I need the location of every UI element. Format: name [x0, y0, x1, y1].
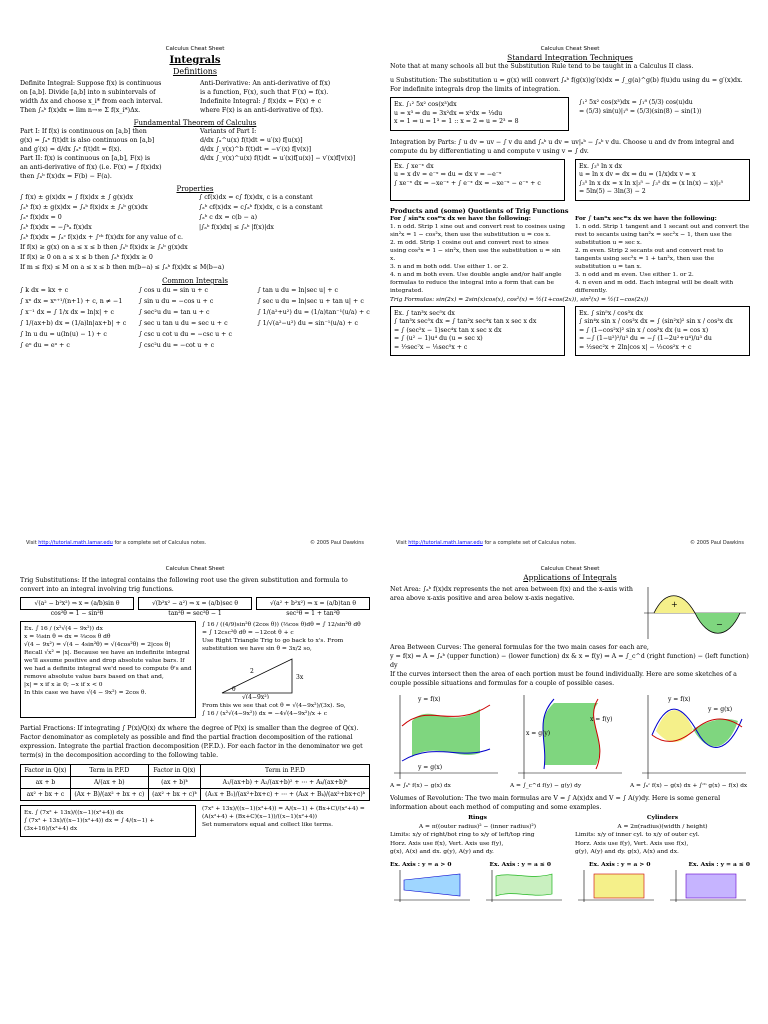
formula: ∫ xⁿ dx = xⁿ⁺¹/(n+1) + c, n ≠ −1: [20, 298, 123, 305]
table-cell: A₁/(ax+b) + A₂/(ax+b)² + ⋯ + Aₖ/(ax+b)ᵏ: [201, 777, 370, 789]
text-line: ∫ 16 / ((4/9)sin²θ (2cos θ)) (⅔cos θ)dθ = ∫ 12/sin²θ dθ: [202, 622, 361, 628]
formula: ∫ csc²u du = −cot u + c: [138, 342, 215, 349]
trig-sub-case: [20, 597, 134, 617]
formula: ∫ sec²u du = tan u + c: [138, 309, 210, 316]
partial-fractions-table: [20, 764, 370, 801]
text-line: then ∫ₐᵇ f(x)dx = F(b) − F(a).: [20, 173, 112, 180]
page-footer: [26, 540, 364, 546]
text-line: Anti-Derivative: An anti-derivative of f(x): [200, 80, 331, 87]
example-left: [20, 805, 196, 837]
text-line: Horz. Axis use f(x), Vert. Axis use f(y),: [390, 840, 504, 847]
example-ibp-2: [575, 159, 750, 201]
formula: [257, 329, 370, 340]
text-line: d/dx ∫_v(x)^b f(t)dt = −v′(x) f[v(x)]: [200, 146, 312, 153]
table-row: [21, 777, 370, 789]
example-u-sub: [390, 97, 569, 131]
text-line: = ½sec²x + 2ln|cos x| − ½cos²x + c: [579, 343, 692, 351]
triangle-hyp-label: 2: [250, 668, 254, 675]
area-region-1: [656, 710, 693, 742]
curve-f-label: x = f(y): [590, 716, 613, 723]
common-integrals-grid: [20, 285, 370, 351]
text-line: u = x dv = e⁻ˣ ⇒ du = dx v = −e⁻ˣ: [394, 171, 502, 178]
text-line: = (5/3) sin(u)|₁⁸ = (5/3)(sin(8) − sin(1)): [579, 108, 702, 115]
text-line: 1. n odd. Strip 1 sine out and convert rest to cosines using sin²x = 1 − cos²x, then use the substitution u = cos x.: [390, 223, 565, 238]
text-line: ∫ₐᵇ f(x)dx = ∫ₐᶜ f(x)dx + ∫ᶜᵇ f(x)dx for any value of c.: [20, 234, 184, 241]
text-line: Ex. ∫ (7x² + 13x)/((x−1)(x²+4)) dx: [24, 810, 124, 816]
formula: ∫ 1/√(a²−u²) du = sin⁻¹(u/a) + c: [257, 320, 358, 327]
right-triangle-diagram: [202, 653, 322, 699]
footer-text: for a complete set of Calculus notes.: [114, 540, 207, 546]
text-line: ∫ sin⁴x sin x / cos³x dx = ∫ (sin²x)² sin x / cos³x dx: [579, 318, 733, 325]
copyright: © 2005 Paul Dawkins: [310, 540, 364, 546]
formula: ∫ ln u du = u(ln(u) − 1) + c: [20, 331, 107, 338]
text-line: Ex. ∫₃⁵ ln x dx: [579, 162, 622, 170]
rings-title: Rings: [468, 814, 487, 821]
axis-examples: [390, 861, 750, 868]
triangle-base-label: √(4−9x²): [242, 694, 269, 699]
footer-link[interactable]: http://tutorial.math.lamar.edu: [408, 540, 483, 546]
text-line: ∫ (7x² + 13x)/((x−1)(x²+4)) dx = ∫ 4/(x−1) + (3x+16)/(x²+4) dx: [24, 818, 155, 832]
text-line: For ∫ tanⁿx secᵐx dx we have the following:: [575, 214, 717, 222]
root-expr: √(b²x² − a²): [151, 600, 188, 607]
formula: ∫ tan u du = ln|sec u| + c: [257, 287, 339, 294]
area-graph-formulas: [390, 783, 750, 789]
text-line: x = ⅔sin θ ⇒ dx = ⅔cos θ dθ: [24, 634, 111, 640]
text-line: an anti-derivative of f(x) (i.e. F(x) = ∫ f(x)dx): [20, 164, 162, 171]
common-integrals-title: Common Integrals: [162, 277, 228, 285]
substitution: ⇒ x = (a/b)tan θ: [307, 600, 356, 607]
text-line: = ∫ (1−cos²x)² sin x / cos³x dx (u = cos x): [579, 326, 709, 334]
text-line: Limits: x/y of right/bot ring to x/y of left/top ring: [390, 832, 535, 838]
text-line: √(4 − 9x²) = √(4 − 4sin²θ) = √(4cos²θ) = 2|cos θ|: [24, 642, 171, 648]
trig-sub-table: [20, 597, 370, 617]
curve-g-label: y = g(x): [418, 764, 443, 771]
text-line: Part II: f(x) is continuous on [a,b], F(x) is: [20, 155, 151, 162]
trig-sub-example: [20, 621, 370, 718]
root-expr: √(a² + b²x²): [270, 600, 306, 607]
formula: ∫ sec u du = ln|sec u + tan u| + c: [257, 298, 364, 305]
table-cell: (ax + b)ᵏ: [148, 777, 200, 789]
definite-integral-definition: [20, 79, 190, 115]
text-line: = ∫ (sec²x − 1)sec⁴x tan x sec x dx: [394, 326, 502, 334]
table-header: Factor in Q(x): [148, 765, 200, 777]
axis-example-label: Ex. Axis : y = a > 0: [390, 860, 452, 868]
rings-formula: A = π((outer radius)² − (inner radius)²): [418, 823, 537, 830]
text-line: Definite Integral: Suppose f(x) is continuous: [20, 80, 162, 87]
curve-f-label: y = f(x): [668, 696, 691, 703]
area-between-note: If the curves intersect then the area of each portion must be found individually. Here are some sketches of a couple possible situations and formulas for a couple of possible cases.: [390, 671, 737, 687]
integration-by-parts-rule: Integration by Parts: ∫ u dv = uv − ∫ v du and ∫ₐᵇ u dv = uv|ₐᵇ − ∫ₐᵇ v du. Choose u and dv from integral and compute du by differentiating u and compute v using v = ∫ dv.: [390, 138, 735, 155]
table-header: Factor in Q(x): [21, 765, 71, 777]
example-sin-cos: [575, 306, 750, 357]
text-line: Variants of Part I:: [200, 128, 257, 135]
ftc-variants: [200, 127, 370, 181]
volume-graphs: [390, 868, 750, 904]
text-line: 3. n and m both odd. Use either 1. or 2.: [390, 263, 509, 270]
formula: ∫ x⁻¹ dx = ∫ 1/x dx = ln|x| + c: [20, 309, 115, 316]
properties-title: Properties: [176, 185, 214, 193]
table-cell: (A₁x + B₁)/(ax²+bx+c) + ⋯ + (Aₖx + Bₖ)/(ax²+bx+c)ᵏ: [201, 789, 370, 801]
text-line: For ∫ sinⁿx cosᵐx dx we have the following:: [390, 214, 531, 222]
volume-graph-4: [666, 868, 750, 904]
curve-g-label: y = g(x): [708, 706, 733, 713]
formula: ∫ sin u du = −cos u + c: [138, 298, 214, 305]
text-line: u = x³ ⇒ du = 3x²dx ⇒ x²dx = ⅓du: [394, 109, 503, 117]
formula: A = ∫_c^d f(y) − g(y) dy: [510, 783, 582, 789]
table-cell: (Ax + B)/(ax² + bx + c): [70, 789, 148, 801]
footer-text: Visit: [26, 540, 37, 546]
minus-label: −: [716, 620, 723, 629]
cylinders-method: [575, 814, 750, 857]
volume-graph-3: [574, 868, 658, 904]
example-tan-sec: [390, 306, 565, 357]
triangle-angle-label: θ: [232, 686, 236, 693]
text-line: width Δx and choose x_i* from each interval.: [20, 98, 163, 105]
identity: cos²θ = 1 − sin²θ: [50, 610, 104, 617]
footer-text: Visit: [396, 540, 407, 546]
text-line: = −∫ (1−u²)²/u³ du = −∫ (1−2u²+u⁴)/u³ du: [579, 335, 712, 342]
text-line: |x| = x if x ≥ 0; −x if x < 0: [24, 682, 103, 688]
example-right: [202, 805, 370, 837]
text-line: x = 1 ⇒ u = 1³ = 1 :: x = 2 ⇒ u = 2³ = 8: [394, 118, 519, 125]
text-line: = ∫ 12csc²θ dθ = −12cot θ + c: [202, 630, 294, 636]
text-line: Ex. ∫ xe⁻ˣ dx: [394, 162, 434, 170]
plus-label: +: [671, 600, 678, 609]
text-line: If f(x) ≥ g(x) on a ≤ x ≤ b then ∫ₐᵇ f(x)dx ≥ ∫ₐᵇ g(x)dx: [20, 244, 188, 251]
text-line: d/dx ∫_v(x)^u(x) f(t)dt = u′(x)f[u(x)] − v′(x)f[v(x)]: [200, 155, 356, 162]
text-line: If f(x) ≥ 0 on a ≤ x ≤ b then ∫ₐᵇ f(x)dx ≥ 0: [20, 254, 153, 261]
text-line: In this case we have √(4 − 9x²) = 2cos θ.: [24, 690, 147, 696]
text-line: Ex. ∫₁² 5x² cos(x³)dx: [394, 101, 457, 108]
table-header: Term in P.F.D: [70, 765, 148, 777]
text-line: ∫ₐᵇ cf(x)dx = c∫ₐᵇ f(x)dx, c is a constant: [199, 204, 323, 211]
page-header: Calculus Cheat Sheet: [165, 46, 225, 52]
area-graphs: [390, 691, 750, 783]
text-line: Part I: If f(x) is continuous on [a,b] then: [20, 128, 147, 135]
formula: ∫ 1/(ax+b) dx = (1/a)ln|ax+b| + c: [20, 320, 127, 327]
table-header-row: [21, 765, 370, 777]
text-line: is a function, F(x), such that F′(x) = f(x).: [200, 89, 329, 96]
section-title: Integrals: [169, 55, 221, 66]
cylinders-title: Cylinders: [646, 814, 679, 821]
example-right: [202, 621, 370, 718]
page-footer: [396, 540, 744, 546]
ftc-parts: [20, 127, 190, 181]
text-line: Use Right Triangle Trig to go back to x's. From substitution we have sin θ = 3x/2 so,: [202, 638, 344, 652]
text-line: Horz. Axis use f(y), Vert. Axis use f(x),: [575, 840, 689, 847]
text-line: and g′(x) = d/dx ∫ₐˣ f(t)dt = f(x).: [20, 146, 122, 153]
area-graph-2: [514, 691, 626, 783]
tan-sec-rules: [575, 215, 750, 295]
text-line: 2. m odd. Strip 1 cosine out and convert rest to sines using cos²x = 1 − sin²x, then use the substitution u = sin x.: [390, 239, 561, 262]
text-line: |∫ₐᵇ f(x)dx| ≤ ∫ₐᵇ |f(x)|dx: [199, 224, 274, 231]
trig-sub-case: [256, 597, 370, 617]
page-integration-techniques: [390, 40, 750, 550]
text-line: 1. n odd. Strip 1 tangent and 1 secant out and convert the rest to secants using tan²x = sec²x − 1, then use the substitution u = sec x.: [575, 223, 749, 246]
text-line: Ex. ∫ sin⁵x / cos³x dx: [579, 309, 644, 317]
page-header: Calculus Cheat Sheet: [540, 46, 600, 52]
axis-example-label: Ex. Axis : y = a ≤ 0: [688, 860, 750, 868]
table-row: [21, 789, 370, 801]
formula: ∫ sec u tan u du = sec u + c: [138, 320, 228, 327]
formula: ∫ 1/(a²+u²) du = (1/a)tan⁻¹(u/a) + c: [257, 309, 370, 316]
partial-fractions-rule: Partial Fractions: If integrating ∫ P(x)/Q(x) dx where the degree of P(x) is smaller than the degree of Q(x). Factor denominator as completely as possible and find the partial fraction decomposition of the rational expression. Integrate the partial fraction decomposition (P.F.D.). For each factor in the denominator we get term(s) in the decomposition according to the following table.: [20, 725, 363, 759]
text-line: Ex. ∫ 16 / (x²√(4 − 9x²)) dx: [24, 626, 103, 632]
sin-cos-rules: [390, 215, 565, 295]
page-header: Calculus Cheat Sheet: [540, 566, 600, 572]
identity: tan²θ = sec²θ − 1: [168, 610, 222, 617]
axis-example-label: Ex. Axis : y = a ≤ 0: [489, 860, 551, 868]
text-line: ∫ f(x) ± g(x)dx = ∫ f(x)dx ± ∫ g(x)dx: [20, 194, 134, 201]
copyright: © 2005 Paul Dawkins: [690, 540, 744, 546]
text-line: Indefinite Integral: ∫ f(x)dx = F(x) + c: [200, 98, 322, 105]
section-title: Applications of Integrals: [523, 573, 617, 582]
properties-list: [20, 193, 370, 273]
footer-text: for a complete set of Calculus notes.: [484, 540, 577, 546]
trig-formulas: Trig Formulas: sin(2x) = 2sin(x)cos(x), cos²(x) = ½(1+cos(2x)), sin²(x) = ½(1−cos(2x)): [390, 296, 649, 303]
text-line: Ex. ∫ tan³x sec⁵x dx: [394, 309, 455, 317]
text-line: Then ∫ₐᵇ f(x)dx = lim n→∞ Σ f(x_i*)Δx.: [20, 107, 141, 114]
text-line: ∫ cf(x)dx = c∫ f(x)dx, c is a constant: [199, 194, 313, 201]
text-line: ∫ xe⁻ˣ dx = −xe⁻ˣ + ∫ e⁻ˣ dx = −xe⁻ˣ − e⁻ˣ + c: [394, 179, 541, 187]
substitution: ⇒ x = (a/b)sec θ: [189, 600, 239, 607]
trig-sub-rule: Trig Substitutions: If the integral contains the following root use the given substitution and formula to convert into an integral involving trig functions.: [20, 577, 348, 593]
net-area-rule: Net Area: ∫ₐᵇ f(x)dx represents the net area between f(x) and the x-axis with area above x-axis positive and area below x-axis negative.: [390, 586, 633, 602]
example-u-sub-result: [579, 94, 750, 134]
root-expr: √(a² − b²x²): [34, 600, 70, 607]
formula: A = ∫ₐᶜ f(x) − g(x) dx + ∫ᶜᵇ g(x) − f(x) dx: [630, 783, 748, 789]
volumes-rule: Volumes of Revolution: The two main formulas are V = ∫ A(x)dx and V = ∫ A(y)dy. Here is some general information about each method of computing and some examples.: [390, 795, 721, 811]
text-line: Recall √x² = |x|. Because we have an indefinite integral we'll assume positive and drop absolute value bars. If we had a definite integral we'd need to compute θ's and remove absolute value bars based on that and,: [24, 650, 192, 680]
triangle-side-label: 3x: [296, 674, 304, 681]
anti-derivative-definition: [200, 79, 370, 115]
u-substitution-rule: u Substitution: The substitution u = g(x) will convert ∫ₐᵇ f(g(x))g′(x)dx = ∫_g(a)^g(b) f(u)du using du = g′(x)dx. For indefinite integrals drop the limits of integration.: [390, 77, 743, 93]
text-line: 4. n even and m odd. Each integral will be dealt with differently.: [575, 279, 734, 294]
text-line: ∫ₐᵇ c dx = c(b − a): [199, 214, 258, 221]
footer-link[interactable]: http://tutorial.math.lamar.edu: [38, 540, 113, 546]
text-line: ∫₁² 5x² cos(x³)dx = ∫₁⁸ (5/3) cos(u)du: [579, 99, 693, 106]
area-between-formulas: y = f(x) ⇒ A = ∫ₐᵇ (upper function) − (lower function) dx & x = f(y) ⇒ A = ∫_c^d (right function) − (left function) dy: [390, 653, 749, 669]
text-line: g(x), A(x) and dx. g(y), A(y) and dy.: [390, 849, 494, 855]
text-line: g(x) = ∫ₐˣ f(t)dt is also continuous on [a,b]: [20, 137, 155, 144]
curve-g-label: x = g(y): [526, 730, 551, 737]
text-line: Set numerators equal and collect like terms.: [202, 822, 334, 828]
trig-sub-case: [138, 597, 252, 617]
section-subtitle: Definitions: [172, 67, 218, 76]
axis-example-label: Ex. Axis : y = a > 0: [589, 860, 651, 868]
text-line: d/dx ∫ₐ^u(x) f(t)dt = u′(x) f[u(x)]: [200, 137, 303, 144]
net-area-graph: [640, 585, 750, 641]
page-integrals: [20, 40, 370, 550]
area-graph-1: [390, 691, 502, 783]
formula: ∫ csc u cot u du = −csc u + c: [138, 331, 232, 338]
text-line: 3. n odd and m even. Use either 1. or 2.: [575, 271, 694, 278]
rings-method: [390, 814, 565, 857]
table-cell: (ax² + bx + c)ᵏ: [148, 789, 200, 801]
table-header: Term in P.F.D: [201, 765, 370, 777]
table-cell: ax + b: [21, 777, 71, 789]
text-line: From this we see that cot θ = √(4−9x²)/(3x). So,: [202, 703, 346, 709]
text-line: Limits: x/y of inner cyl. to x/y of outer cyl.: [575, 832, 700, 838]
formula: ∫ eᵘ du = eᵘ + c: [20, 342, 70, 349]
area-region-2: [693, 719, 738, 747]
text-line: g(y), A(y) and dy. g(x), A(x) and dx.: [575, 849, 679, 855]
volume-graph-1: [390, 868, 474, 904]
text-line: = 5ln(5) − 3ln(3) − 2: [579, 188, 646, 195]
text-line: 2. m even. Strip 2 secants out and convert rest to tangents using sec²x = 1 + tan²x, then use the substitution u = tan x.: [575, 247, 724, 270]
volume-graph-2: [482, 868, 566, 904]
text-line: ∫₃⁵ ln x dx = x ln x|₃⁵ − ∫₃⁵ dx = (x ln(x) − x)|₃⁵: [579, 179, 724, 187]
text-line: ∫ₐᵃ f(x)dx = 0: [20, 214, 62, 221]
partial-fractions-example: [20, 805, 370, 837]
table-cell: A/(ax + b): [70, 777, 148, 789]
text-line: ∫ tan³x sec⁵x dx = ∫ tan²x sec⁴x tan x sec x dx: [394, 318, 537, 325]
text-line: where F(x) is an anti-derivative of f(x).: [200, 107, 324, 114]
formula: ∫ cos u du = sin u + c: [138, 287, 209, 294]
formula: [257, 340, 370, 351]
table-cell: ax² + bx + c: [21, 789, 71, 801]
example-left: [20, 621, 196, 718]
text-line: (7x² + 13x)/((x−1)(x²+4)) = A/(x−1) + (Bx+C)/(x²+4) = (A(x²+4) + (Bx+C)(x−1))/((x−1)(x²+4)): [202, 806, 365, 820]
text-line: ∫ₐᵇ f(x)dx = −∫ᵇₐ f(x)dx: [20, 224, 92, 231]
identity: sec²θ = 1 + tan²θ: [286, 610, 340, 617]
text-line: = ∫ (u² − 1)u⁴ du (u = sec x): [394, 335, 483, 342]
substitution: ⇒ x = (a/b)sin θ: [71, 600, 120, 607]
intro-note: Note that at many schools all but the Substitution Rule tend to be taught in a Calculus II class.: [390, 63, 694, 70]
text-line: 4. n and m both even. Use double angle and/or half angle formulas to reduce the integral into a form that can be integrated.: [390, 271, 562, 294]
formula: ∫ k dx = kx + c: [20, 287, 69, 294]
cylinders-formula: A = 2π(radius)(width / height): [617, 823, 708, 830]
section-title: Standard Integration Techniques: [507, 53, 633, 62]
area-between-curves-rule: Area Between Curves: The general formulas for the two main cases for each are,: [390, 644, 649, 651]
page-trig-substitution: [20, 560, 370, 1024]
text-line: If m ≤ f(x) ≤ M on a ≤ x ≤ b then m(b−a) ≤ ∫ₐᵇ f(x)dx ≤ M(b−a): [20, 264, 225, 271]
formula: A = ∫ₐᵇ f(x) − g(x) dx: [390, 783, 451, 789]
text-line: u = ln x dv = dx ⇒ du = (1/x)dx v = x: [579, 171, 696, 178]
area-region: [543, 703, 600, 765]
ftc-title: Fundamental Theorem of Calculus: [133, 119, 257, 127]
text-line: = ⅐sec⁷x − ⅕sec⁵x + c: [394, 343, 468, 351]
text-line: ∫ₐᵇ f(x) ± g(x)dx = ∫ₐᵇ f(x)dx ± ∫ₐᵇ g(x)dx: [20, 204, 148, 211]
page-applications: [390, 560, 750, 1024]
text-line: on [a,b]. Divide [a,b] into n subintervals of: [20, 89, 156, 96]
area-graph-3: [638, 691, 750, 783]
curve-f-label: y = f(x): [418, 696, 441, 703]
trig-products-title: Products and (some) Quotients of Trig Functions: [390, 206, 569, 215]
text-line: ∫ 16 / (x²√(4−9x²)) dx = −4√(4−9x²)/x + c: [202, 711, 327, 717]
example-ibp-1: [390, 159, 565, 201]
page-header: Calculus Cheat Sheet: [165, 566, 225, 572]
